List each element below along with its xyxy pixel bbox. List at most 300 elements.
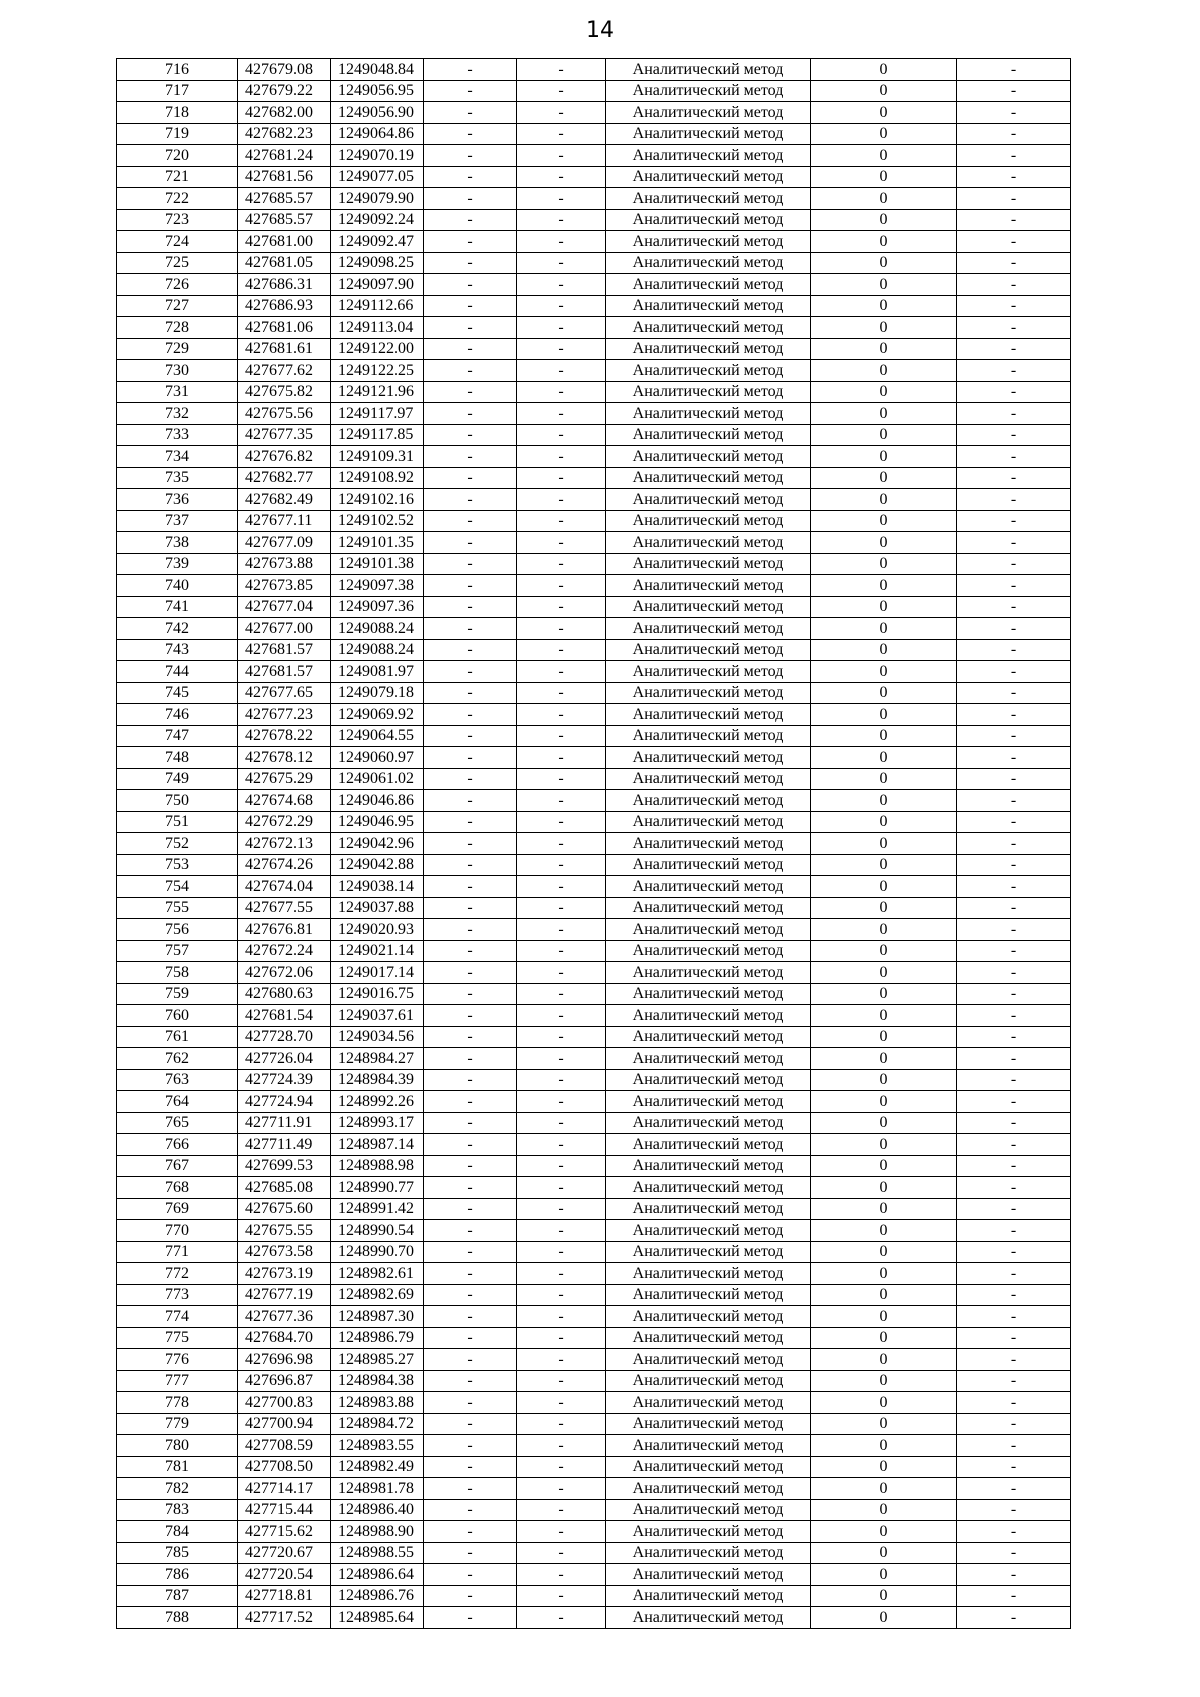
col8-cell: - bbox=[957, 596, 1071, 618]
y-coordinate-cell: 1249122.00 bbox=[331, 338, 424, 360]
method-cell: Аналитический метод bbox=[606, 1026, 811, 1048]
accuracy-cell: 0 bbox=[811, 1542, 957, 1564]
col8-cell: - bbox=[957, 59, 1071, 81]
x-coordinate-cell: 427679.22 bbox=[238, 80, 331, 102]
x-coordinate-cell: 427673.85 bbox=[238, 575, 331, 597]
method-cell: Аналитический метод bbox=[606, 403, 811, 425]
col8-cell: - bbox=[957, 919, 1071, 941]
method-cell: Аналитический метод bbox=[606, 1392, 811, 1414]
point-number-cell: 734 bbox=[117, 446, 238, 468]
accuracy-cell: 0 bbox=[811, 1521, 957, 1543]
col8-cell: - bbox=[957, 661, 1071, 683]
col4-cell: - bbox=[424, 833, 517, 855]
point-number-cell: 755 bbox=[117, 897, 238, 919]
point-number-cell: 741 bbox=[117, 596, 238, 618]
col5-cell: - bbox=[517, 1435, 606, 1457]
method-cell: Аналитический метод bbox=[606, 166, 811, 188]
col5-cell: - bbox=[517, 983, 606, 1005]
x-coordinate-cell: 427681.61 bbox=[238, 338, 331, 360]
x-coordinate-cell: 427675.56 bbox=[238, 403, 331, 425]
col5-cell: - bbox=[517, 317, 606, 339]
accuracy-cell: 0 bbox=[811, 1177, 957, 1199]
col8-cell: - bbox=[957, 338, 1071, 360]
col5-cell: - bbox=[517, 639, 606, 661]
col4-cell: - bbox=[424, 1177, 517, 1199]
col5-cell: - bbox=[517, 833, 606, 855]
x-coordinate-cell: 427677.65 bbox=[238, 682, 331, 704]
method-cell: Аналитический метод bbox=[606, 188, 811, 210]
point-number-cell: 775 bbox=[117, 1327, 238, 1349]
x-coordinate-cell: 427678.22 bbox=[238, 725, 331, 747]
point-number-cell: 725 bbox=[117, 252, 238, 274]
col4-cell: - bbox=[424, 1327, 517, 1349]
col4-cell: - bbox=[424, 940, 517, 962]
accuracy-cell: 0 bbox=[811, 274, 957, 296]
col5-cell: - bbox=[517, 1026, 606, 1048]
y-coordinate-cell: 1248991.42 bbox=[331, 1198, 424, 1220]
table-row bbox=[117, 962, 1071, 984]
method-cell: Аналитический метод bbox=[606, 575, 811, 597]
x-coordinate-cell: 427717.52 bbox=[238, 1607, 331, 1629]
method-cell: Аналитический метод bbox=[606, 1435, 811, 1457]
accuracy-cell: 0 bbox=[811, 1005, 957, 1027]
col4-cell: - bbox=[424, 510, 517, 532]
col4-cell: - bbox=[424, 1069, 517, 1091]
col5-cell: - bbox=[517, 360, 606, 382]
col4-cell: - bbox=[424, 1478, 517, 1500]
accuracy-cell: 0 bbox=[811, 317, 957, 339]
method-cell: Аналитический метод bbox=[606, 489, 811, 511]
method-cell: Аналитический метод bbox=[606, 317, 811, 339]
accuracy-cell: 0 bbox=[811, 983, 957, 1005]
method-cell: Аналитический метод bbox=[606, 532, 811, 554]
x-coordinate-cell: 427681.24 bbox=[238, 145, 331, 167]
col4-cell: - bbox=[424, 919, 517, 941]
method-cell: Аналитический метод bbox=[606, 1091, 811, 1113]
col8-cell: - bbox=[957, 166, 1071, 188]
accuracy-cell: 0 bbox=[811, 510, 957, 532]
col5-cell: - bbox=[517, 575, 606, 597]
col8-cell: - bbox=[957, 80, 1071, 102]
table-row bbox=[117, 1542, 1071, 1564]
col4-cell: - bbox=[424, 1198, 517, 1220]
table-row bbox=[117, 1177, 1071, 1199]
x-coordinate-cell: 427680.63 bbox=[238, 983, 331, 1005]
method-cell: Аналитический метод bbox=[606, 1564, 811, 1586]
method-cell: Аналитический метод bbox=[606, 725, 811, 747]
col4-cell: - bbox=[424, 532, 517, 554]
accuracy-cell: 0 bbox=[811, 854, 957, 876]
col5-cell: - bbox=[517, 1284, 606, 1306]
x-coordinate-cell: 427686.93 bbox=[238, 295, 331, 317]
accuracy-cell: 0 bbox=[811, 1435, 957, 1457]
accuracy-cell: 0 bbox=[811, 1585, 957, 1607]
point-number-cell: 784 bbox=[117, 1521, 238, 1543]
y-coordinate-cell: 1249069.92 bbox=[331, 704, 424, 726]
table-row bbox=[117, 1306, 1071, 1328]
col5-cell: - bbox=[517, 704, 606, 726]
col4-cell: - bbox=[424, 338, 517, 360]
y-coordinate-cell: 1249088.24 bbox=[331, 618, 424, 640]
table-row bbox=[117, 1263, 1071, 1285]
y-coordinate-cell: 1249037.88 bbox=[331, 897, 424, 919]
method-cell: Аналитический метод bbox=[606, 1585, 811, 1607]
x-coordinate-cell: 427711.91 bbox=[238, 1112, 331, 1134]
col8-cell: - bbox=[957, 639, 1071, 661]
method-cell: Аналитический метод bbox=[606, 1542, 811, 1564]
point-number-cell: 774 bbox=[117, 1306, 238, 1328]
x-coordinate-cell: 427684.70 bbox=[238, 1327, 331, 1349]
col4-cell: - bbox=[424, 1091, 517, 1113]
col8-cell: - bbox=[957, 1220, 1071, 1242]
y-coordinate-cell: 1249117.97 bbox=[331, 403, 424, 425]
col8-cell: - bbox=[957, 1306, 1071, 1328]
col4-cell: - bbox=[424, 1306, 517, 1328]
col5-cell: - bbox=[517, 1069, 606, 1091]
table-row bbox=[117, 274, 1071, 296]
accuracy-cell: 0 bbox=[811, 1478, 957, 1500]
y-coordinate-cell: 1249048.84 bbox=[331, 59, 424, 81]
col5-cell: - bbox=[517, 188, 606, 210]
table-row bbox=[117, 1585, 1071, 1607]
point-number-cell: 778 bbox=[117, 1392, 238, 1414]
y-coordinate-cell: 1248984.27 bbox=[331, 1048, 424, 1070]
y-coordinate-cell: 1248985.27 bbox=[331, 1349, 424, 1371]
point-number-cell: 732 bbox=[117, 403, 238, 425]
table-row bbox=[117, 489, 1071, 511]
col8-cell: - bbox=[957, 252, 1071, 274]
col4-cell: - bbox=[424, 553, 517, 575]
method-cell: Аналитический метод bbox=[606, 940, 811, 962]
y-coordinate-cell: 1249101.35 bbox=[331, 532, 424, 554]
y-coordinate-cell: 1249102.16 bbox=[331, 489, 424, 511]
x-coordinate-cell: 427675.29 bbox=[238, 768, 331, 790]
col4-cell: - bbox=[424, 1370, 517, 1392]
x-coordinate-cell: 427708.59 bbox=[238, 1435, 331, 1457]
col8-cell: - bbox=[957, 532, 1071, 554]
accuracy-cell: 0 bbox=[811, 80, 957, 102]
table-row bbox=[117, 231, 1071, 253]
method-cell: Аналитический метод bbox=[606, 1499, 811, 1521]
col8-cell: - bbox=[957, 1499, 1071, 1521]
method-cell: Аналитический метод bbox=[606, 1155, 811, 1177]
col5-cell: - bbox=[517, 553, 606, 575]
col4-cell: - bbox=[424, 403, 517, 425]
table-row bbox=[117, 446, 1071, 468]
accuracy-cell: 0 bbox=[811, 381, 957, 403]
col4-cell: - bbox=[424, 1349, 517, 1371]
table-row bbox=[117, 553, 1071, 575]
table-row bbox=[117, 833, 1071, 855]
y-coordinate-cell: 1249097.38 bbox=[331, 575, 424, 597]
col4-cell: - bbox=[424, 854, 517, 876]
col8-cell: - bbox=[957, 1048, 1071, 1070]
col4-cell: - bbox=[424, 983, 517, 1005]
col4-cell: - bbox=[424, 639, 517, 661]
col5-cell: - bbox=[517, 446, 606, 468]
method-cell: Аналитический метод bbox=[606, 983, 811, 1005]
col8-cell: - bbox=[957, 1134, 1071, 1156]
x-coordinate-cell: 427720.67 bbox=[238, 1542, 331, 1564]
col4-cell: - bbox=[424, 768, 517, 790]
accuracy-cell: 0 bbox=[811, 123, 957, 145]
y-coordinate-cell: 1248984.72 bbox=[331, 1413, 424, 1435]
method-cell: Аналитический метод bbox=[606, 1177, 811, 1199]
col8-cell: - bbox=[957, 1284, 1071, 1306]
x-coordinate-cell: 427682.77 bbox=[238, 467, 331, 489]
col5-cell: - bbox=[517, 1564, 606, 1586]
y-coordinate-cell: 1249102.52 bbox=[331, 510, 424, 532]
method-cell: Аналитический метод bbox=[606, 876, 811, 898]
accuracy-cell: 0 bbox=[811, 725, 957, 747]
accuracy-cell: 0 bbox=[811, 962, 957, 984]
accuracy-cell: 0 bbox=[811, 897, 957, 919]
x-coordinate-cell: 427677.62 bbox=[238, 360, 331, 382]
x-coordinate-cell: 427685.57 bbox=[238, 188, 331, 210]
table-row bbox=[117, 747, 1071, 769]
method-cell: Аналитический метод bbox=[606, 1284, 811, 1306]
table-row bbox=[117, 596, 1071, 618]
point-number-cell: 737 bbox=[117, 510, 238, 532]
accuracy-cell: 0 bbox=[811, 338, 957, 360]
y-coordinate-cell: 1248988.98 bbox=[331, 1155, 424, 1177]
y-coordinate-cell: 1249092.24 bbox=[331, 209, 424, 231]
table-row bbox=[117, 1198, 1071, 1220]
col8-cell: - bbox=[957, 1607, 1071, 1629]
point-number-cell: 762 bbox=[117, 1048, 238, 1070]
y-coordinate-cell: 1249042.96 bbox=[331, 833, 424, 855]
point-number-cell: 759 bbox=[117, 983, 238, 1005]
table-row bbox=[117, 1435, 1071, 1457]
x-coordinate-cell: 427699.53 bbox=[238, 1155, 331, 1177]
accuracy-cell: 0 bbox=[811, 1241, 957, 1263]
y-coordinate-cell: 1249056.95 bbox=[331, 80, 424, 102]
accuracy-cell: 0 bbox=[811, 768, 957, 790]
y-coordinate-cell: 1249079.18 bbox=[331, 682, 424, 704]
x-coordinate-cell: 427715.62 bbox=[238, 1521, 331, 1543]
col4-cell: - bbox=[424, 209, 517, 231]
table-row bbox=[117, 768, 1071, 790]
x-coordinate-cell: 427677.55 bbox=[238, 897, 331, 919]
y-coordinate-cell: 1248986.40 bbox=[331, 1499, 424, 1521]
col8-cell: - bbox=[957, 489, 1071, 511]
accuracy-cell: 0 bbox=[811, 424, 957, 446]
y-coordinate-cell: 1249081.97 bbox=[331, 661, 424, 683]
y-coordinate-cell: 1248982.69 bbox=[331, 1284, 424, 1306]
accuracy-cell: 0 bbox=[811, 1263, 957, 1285]
table-row bbox=[117, 1241, 1071, 1263]
col5-cell: - bbox=[517, 854, 606, 876]
y-coordinate-cell: 1249056.90 bbox=[331, 102, 424, 124]
x-coordinate-cell: 427677.23 bbox=[238, 704, 331, 726]
accuracy-cell: 0 bbox=[811, 231, 957, 253]
y-coordinate-cell: 1249077.05 bbox=[331, 166, 424, 188]
method-cell: Аналитический метод bbox=[606, 1521, 811, 1543]
col8-cell: - bbox=[957, 1413, 1071, 1435]
accuracy-cell: 0 bbox=[811, 940, 957, 962]
x-coordinate-cell: 427728.70 bbox=[238, 1026, 331, 1048]
x-coordinate-cell: 427681.57 bbox=[238, 639, 331, 661]
accuracy-cell: 0 bbox=[811, 360, 957, 382]
col5-cell: - bbox=[517, 338, 606, 360]
table-row bbox=[117, 618, 1071, 640]
col5-cell: - bbox=[517, 80, 606, 102]
y-coordinate-cell: 1249060.97 bbox=[331, 747, 424, 769]
y-coordinate-cell: 1248986.64 bbox=[331, 1564, 424, 1586]
col8-cell: - bbox=[957, 510, 1071, 532]
col8-cell: - bbox=[957, 1198, 1071, 1220]
col5-cell: - bbox=[517, 1263, 606, 1285]
table-row bbox=[117, 983, 1071, 1005]
col4-cell: - bbox=[424, 360, 517, 382]
accuracy-cell: 0 bbox=[811, 1456, 957, 1478]
x-coordinate-cell: 427724.94 bbox=[238, 1091, 331, 1113]
accuracy-cell: 0 bbox=[811, 446, 957, 468]
x-coordinate-cell: 427682.00 bbox=[238, 102, 331, 124]
table-row bbox=[117, 1327, 1071, 1349]
col8-cell: - bbox=[957, 1564, 1071, 1586]
col4-cell: - bbox=[424, 618, 517, 640]
col8-cell: - bbox=[957, 1370, 1071, 1392]
x-coordinate-cell: 427677.09 bbox=[238, 532, 331, 554]
accuracy-cell: 0 bbox=[811, 1026, 957, 1048]
col5-cell: - bbox=[517, 123, 606, 145]
y-coordinate-cell: 1248986.79 bbox=[331, 1327, 424, 1349]
method-cell: Аналитический метод bbox=[606, 59, 811, 81]
col8-cell: - bbox=[957, 983, 1071, 1005]
x-coordinate-cell: 427685.08 bbox=[238, 1177, 331, 1199]
x-coordinate-cell: 427720.54 bbox=[238, 1564, 331, 1586]
accuracy-cell: 0 bbox=[811, 876, 957, 898]
accuracy-cell: 0 bbox=[811, 252, 957, 274]
x-coordinate-cell: 427674.26 bbox=[238, 854, 331, 876]
col8-cell: - bbox=[957, 123, 1071, 145]
col8-cell: - bbox=[957, 188, 1071, 210]
x-coordinate-cell: 427724.39 bbox=[238, 1069, 331, 1091]
col4-cell: - bbox=[424, 446, 517, 468]
col8-cell: - bbox=[957, 1241, 1071, 1263]
col5-cell: - bbox=[517, 145, 606, 167]
x-coordinate-cell: 427681.56 bbox=[238, 166, 331, 188]
col5-cell: - bbox=[517, 768, 606, 790]
col8-cell: - bbox=[957, 1026, 1071, 1048]
col4-cell: - bbox=[424, 1499, 517, 1521]
x-coordinate-cell: 427696.98 bbox=[238, 1349, 331, 1371]
method-cell: Аналитический метод bbox=[606, 1478, 811, 1500]
method-cell: Аналитический метод bbox=[606, 897, 811, 919]
x-coordinate-cell: 427673.19 bbox=[238, 1263, 331, 1285]
point-number-cell: 765 bbox=[117, 1112, 238, 1134]
point-number-cell: 735 bbox=[117, 467, 238, 489]
col8-cell: - bbox=[957, 854, 1071, 876]
col5-cell: - bbox=[517, 618, 606, 640]
col8-cell: - bbox=[957, 1585, 1071, 1607]
table-row bbox=[117, 1478, 1071, 1500]
col5-cell: - bbox=[517, 1542, 606, 1564]
method-cell: Аналитический метод bbox=[606, 231, 811, 253]
table-row bbox=[117, 1069, 1071, 1091]
col5-cell: - bbox=[517, 59, 606, 81]
table-row bbox=[117, 704, 1071, 726]
accuracy-cell: 0 bbox=[811, 1564, 957, 1586]
x-coordinate-cell: 427672.13 bbox=[238, 833, 331, 855]
accuracy-cell: 0 bbox=[811, 618, 957, 640]
method-cell: Аналитический метод bbox=[606, 682, 811, 704]
col5-cell: - bbox=[517, 231, 606, 253]
col5-cell: - bbox=[517, 1392, 606, 1414]
y-coordinate-cell: 1249042.88 bbox=[331, 854, 424, 876]
point-number-cell: 760 bbox=[117, 1005, 238, 1027]
col8-cell: - bbox=[957, 317, 1071, 339]
y-coordinate-cell: 1248983.88 bbox=[331, 1392, 424, 1414]
point-number-cell: 756 bbox=[117, 919, 238, 941]
y-coordinate-cell: 1249046.86 bbox=[331, 790, 424, 812]
method-cell: Аналитический метод bbox=[606, 1413, 811, 1435]
col8-cell: - bbox=[957, 1435, 1071, 1457]
x-coordinate-cell: 427675.82 bbox=[238, 381, 331, 403]
method-cell: Аналитический метод bbox=[606, 1370, 811, 1392]
y-coordinate-cell: 1248988.55 bbox=[331, 1542, 424, 1564]
method-cell: Аналитический метод bbox=[606, 1005, 811, 1027]
col8-cell: - bbox=[957, 1478, 1071, 1500]
method-cell: Аналитический метод bbox=[606, 811, 811, 833]
point-number-cell: 751 bbox=[117, 811, 238, 833]
col8-cell: - bbox=[957, 790, 1071, 812]
col8-cell: - bbox=[957, 704, 1071, 726]
x-coordinate-cell: 427672.29 bbox=[238, 811, 331, 833]
method-cell: Аналитический метод bbox=[606, 596, 811, 618]
point-number-cell: 733 bbox=[117, 424, 238, 446]
x-coordinate-cell: 427678.12 bbox=[238, 747, 331, 769]
y-coordinate-cell: 1248982.61 bbox=[331, 1263, 424, 1285]
col5-cell: - bbox=[517, 252, 606, 274]
method-cell: Аналитический метод bbox=[606, 1607, 811, 1629]
table-row bbox=[117, 209, 1071, 231]
col4-cell: - bbox=[424, 1456, 517, 1478]
accuracy-cell: 0 bbox=[811, 1155, 957, 1177]
point-number-cell: 777 bbox=[117, 1370, 238, 1392]
col8-cell: - bbox=[957, 274, 1071, 296]
col4-cell: - bbox=[424, 80, 517, 102]
accuracy-cell: 0 bbox=[811, 209, 957, 231]
point-number-cell: 726 bbox=[117, 274, 238, 296]
x-coordinate-cell: 427714.17 bbox=[238, 1478, 331, 1500]
col4-cell: - bbox=[424, 1542, 517, 1564]
method-cell: Аналитический метод bbox=[606, 510, 811, 532]
table-row bbox=[117, 1048, 1071, 1070]
point-number-cell: 780 bbox=[117, 1435, 238, 1457]
col5-cell: - bbox=[517, 209, 606, 231]
table-row bbox=[117, 1026, 1071, 1048]
point-number-cell: 773 bbox=[117, 1284, 238, 1306]
point-number-cell: 786 bbox=[117, 1564, 238, 1586]
col5-cell: - bbox=[517, 1585, 606, 1607]
col8-cell: - bbox=[957, 725, 1071, 747]
accuracy-cell: 0 bbox=[811, 1499, 957, 1521]
col5-cell: - bbox=[517, 274, 606, 296]
y-coordinate-cell: 1248993.17 bbox=[331, 1112, 424, 1134]
col5-cell: - bbox=[517, 962, 606, 984]
col4-cell: - bbox=[424, 575, 517, 597]
x-coordinate-cell: 427677.04 bbox=[238, 596, 331, 618]
col4-cell: - bbox=[424, 274, 517, 296]
point-number-cell: 783 bbox=[117, 1499, 238, 1521]
y-coordinate-cell: 1249101.38 bbox=[331, 553, 424, 575]
y-coordinate-cell: 1248987.30 bbox=[331, 1306, 424, 1328]
point-number-cell: 754 bbox=[117, 876, 238, 898]
method-cell: Аналитический метод bbox=[606, 553, 811, 575]
point-number-cell: 788 bbox=[117, 1607, 238, 1629]
